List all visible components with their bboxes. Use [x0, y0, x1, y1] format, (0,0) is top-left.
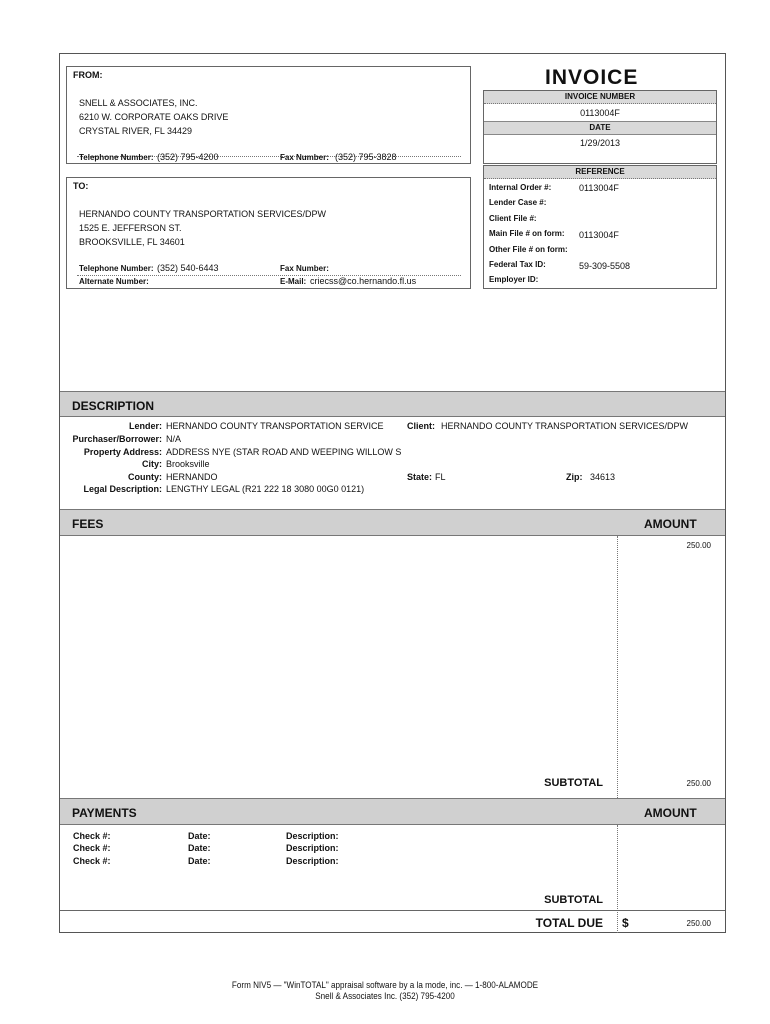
main-file-label: Main File # on form: — [489, 229, 565, 238]
to-company: HERNANDO COUNTY TRANSPORTATION SERVICES/DPW — [79, 209, 327, 219]
payments-header — [60, 798, 725, 825]
to-telephone: (352) 540-6443 — [157, 263, 219, 273]
date-label-2: Date: — [188, 843, 211, 853]
date-label-3: Date: — [188, 856, 211, 866]
zip: 34613 — [590, 472, 616, 482]
from-fax: (352) 795-3828 — [335, 152, 397, 162]
invoice-title: INVOICE — [545, 66, 639, 89]
fees-subtotal-label: SUBTOTAL — [544, 777, 603, 789]
payments-subtotal-label: SUBTOTAL — [544, 894, 603, 906]
lender-case-label: Lender Case #: — [489, 198, 547, 207]
employer-id-label: Employer ID: — [489, 275, 539, 284]
reference-label: REFERENCE — [484, 166, 716, 179]
state: FL — [435, 472, 446, 482]
total-due-label: TOTAL DUE — [535, 916, 603, 930]
payments-heading: PAYMENTS — [72, 806, 137, 820]
property-address-label: Property Address: — [83, 447, 162, 457]
from-label: FROM: — [73, 70, 103, 80]
from-telephone: (352) 795-4200 — [157, 152, 219, 162]
to-address2: BROOKSVILLE, FL 34601 — [79, 237, 185, 247]
invoice-number: 0113004F — [580, 108, 620, 118]
lender-label: Lender: — [128, 421, 162, 431]
client-file-label: Client File #: — [489, 214, 537, 223]
internal-order: 0113004F — [579, 183, 619, 193]
to-address1: 1525 E. JEFFERSON ST. — [79, 223, 182, 233]
county-label: County: — [128, 472, 162, 482]
to-email: criecss@co.hernando.fl.us — [310, 276, 417, 286]
payments-amount-heading: AMOUNT — [644, 806, 697, 820]
total-due: 250.00 — [686, 919, 711, 928]
city-label: City: — [142, 459, 162, 469]
client: HERNANDO COUNTY TRANSPORTATION SERVICES/DPW — [441, 421, 689, 431]
check-label-1: Check #: — [73, 831, 111, 841]
federal-tax-id: 59-309-5508 — [579, 261, 631, 271]
client-label: Client: — [407, 421, 435, 431]
description-label-3: Description: — [286, 856, 339, 866]
from-telephone-label: Telephone Number: — [79, 153, 154, 162]
total-due-currency: $ — [622, 916, 629, 930]
from-box — [66, 66, 471, 164]
description-heading: DESCRIPTION — [72, 399, 155, 413]
fee-amount: 250.00 — [686, 541, 711, 550]
fees-heading: FEES — [72, 517, 104, 531]
from-company: SNELL & ASSOCIATES, INC. — [79, 98, 198, 108]
footer-line2: Snell & Associates Inc. (352) 795-4200 — [315, 991, 455, 1001]
federal-tax-label: Federal Tax ID: — [489, 260, 546, 269]
property-address: ADDRESS NYE (STAR ROAD AND WEEPING WILLOW S — [166, 447, 402, 457]
internal-order-label: Internal Order #: — [489, 183, 552, 192]
purchaser: N/A — [166, 434, 182, 444]
to-fax-label: Fax Number: — [280, 264, 329, 273]
invoice-number-label: INVOICE NUMBER — [484, 91, 716, 104]
description-label-2: Description: — [286, 843, 339, 853]
main-file: 0113004F — [579, 230, 619, 240]
other-file-label: Other File # on form: — [489, 245, 568, 254]
county: HERNANDO — [166, 472, 218, 482]
purchaser-label: Purchaser/Borrower: — [72, 434, 162, 444]
to-label: TO: — [73, 181, 89, 191]
fees-subtotal: 250.00 — [686, 779, 711, 788]
check-label-2: Check #: — [73, 843, 111, 853]
invoice-date: 1/29/2013 — [579, 138, 621, 148]
state-label: State: — [407, 472, 433, 482]
description-label-1: Description: — [286, 831, 339, 841]
fees-amount-heading: AMOUNT — [644, 517, 697, 531]
from-fax-label: Fax Number: — [280, 153, 329, 162]
date-label: DATE — [484, 121, 716, 135]
from-address2: CRYSTAL RIVER, FL 34429 — [79, 126, 193, 136]
lender: HERNANDO COUNTY TRANSPORTATION SERVICE — [166, 421, 384, 431]
legal-description-label: Legal Description: — [83, 484, 162, 494]
fees-header — [60, 509, 725, 536]
zip-label: Zip: — [566, 472, 583, 482]
fees-column-divider — [617, 536, 618, 798]
reference-box — [483, 165, 717, 289]
to-box — [66, 177, 471, 289]
to-alternate-label: Alternate Number: — [79, 277, 149, 286]
to-email-label: E-Mail: — [280, 277, 307, 286]
check-label-3: Check #: — [73, 856, 111, 866]
city: Brooksville — [166, 459, 210, 469]
footer-line1: Form NIV5 — "WinTOTAL" appraisal software by a la mode, inc. — 1-800-ALAMODE — [231, 980, 539, 990]
from-address1: 6210 W. CORPORATE OAKS DRIVE — [79, 112, 229, 122]
legal-description: LENGTHY LEGAL (R21 222 18 3080 00G0 0121) — [166, 484, 365, 494]
total-divider — [60, 910, 725, 911]
to-telephone-label: Telephone Number: — [79, 264, 154, 273]
payments-column-divider — [617, 825, 618, 933]
invoice-info-box — [483, 90, 717, 164]
description-header — [60, 391, 725, 417]
date-label-1: Date: — [188, 831, 211, 841]
